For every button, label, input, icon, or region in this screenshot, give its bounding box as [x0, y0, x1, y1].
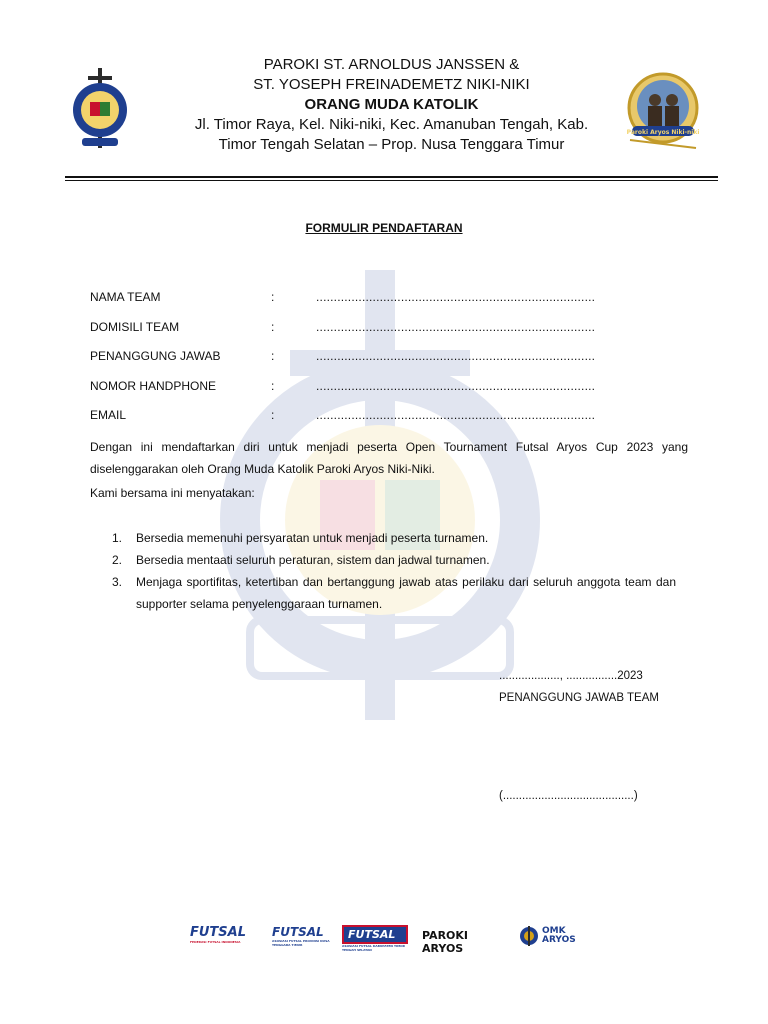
list-text: Bersedia memenuhi persyaratan untuk menjadi peserta turnamen.	[136, 531, 489, 545]
futsal-logo-2	[272, 925, 334, 947]
field-label: EMAIL	[90, 408, 127, 422]
field-colon: :	[271, 408, 275, 422]
futsal-logo-2-text: FUTSAL	[272, 925, 324, 939]
header-address-1: Jl. Timor Raya, Kel. Niki-niki, Kec. Amanuban Tengah, Kab.	[194, 116, 589, 133]
list-text: Menjaga sportifitas, ketertiban dan bertanggung jawab atas perilaku dari seluruh anggota team dan supporter selama penyelenggaraan turnamen.	[136, 575, 676, 611]
field-label: PENANGGUNG JAWAB	[90, 349, 221, 363]
signature-role: PENANGGUNG JAWAB TEAM	[499, 692, 659, 704]
signature-name-line[interactable]: (.........................................)	[499, 790, 638, 802]
omk-badge-icon	[518, 925, 540, 947]
field-colon: :	[271, 379, 275, 393]
field-fill-line[interactable]: ...............................................................................	[316, 379, 596, 393]
list-item	[112, 549, 676, 571]
list-item	[112, 527, 676, 549]
omk-aryos-logo: OMK ARYOS	[542, 926, 576, 945]
field-colon: :	[271, 349, 275, 363]
futsal-logo-3-text: FUTSAL	[342, 925, 408, 944]
field-colon: :	[271, 320, 275, 334]
field-fill-line[interactable]: ...............................................................................	[316, 349, 596, 363]
futsal-logo-3	[342, 925, 408, 952]
field-label: NAMA TEAM	[90, 290, 161, 304]
paroki-aryos-logo: PAROKI ARYOS	[422, 929, 469, 955]
header-org-name: ORANG MUDA KATOLIK	[304, 96, 479, 113]
field-fill-line[interactable]: ...............................................................................	[316, 320, 596, 334]
header-divider-thin	[65, 180, 718, 181]
header-divider-thick	[65, 176, 718, 178]
registration-paragraph: Dengan ini mendaftarkan diri untuk menjadi peserta Open Tournament Futsal Aryos Cup 2023 yang diselenggarakan oleh Orang Muda Katolik Paroki Aryos Niki-Niki.	[90, 440, 688, 476]
svg-text:Paroki Aryos Niki-niki: Paroki Aryos Niki-niki	[626, 129, 700, 136]
statement-list	[112, 527, 676, 615]
list-item	[112, 571, 676, 615]
futsal-logo-3-sub: ASOSIASI FUTSAL KABUPATEN TIMOR TENGAH SELATAN	[342, 944, 405, 952]
futsal-logo-1	[190, 925, 266, 944]
header-line-2: ST. YOSEPH FREINADEMETZ NIKI-NIKI	[253, 76, 530, 93]
header-line-1: PAROKI ST. ARNOLDUS JANSSEN &	[263, 56, 520, 73]
list-number: 3.	[112, 575, 123, 589]
futsal-logo-1-sub: FEDERASI FUTSAL INDONESIA	[190, 940, 241, 944]
field-colon: :	[271, 290, 275, 304]
form-title: FORMULIR PENDAFTARAN	[305, 221, 463, 235]
field-label: DOMISILI TEAM	[90, 320, 180, 334]
field-fill-line[interactable]: ...............................................................................	[316, 408, 596, 422]
list-number: 1.	[112, 531, 123, 545]
futsal-logo-1-text: FUTSAL	[190, 925, 247, 940]
statement-intro: Kami bersama ini menyatakan:	[90, 486, 255, 500]
letterhead	[0, 55, 768, 155]
list-number: 2.	[112, 553, 123, 567]
futsal-logo-2-sub: ASOSIASI FUTSAL PROVINSI NUSA TENGGARA TIMUR	[272, 939, 330, 947]
field-fill-line[interactable]: ...............................................................................	[316, 290, 596, 304]
list-text: Bersedia mentaati seluruh peraturan, sistem dan jadwal turnamen.	[136, 553, 490, 567]
signature-date[interactable]: ..................., ................2023	[499, 670, 643, 682]
header-address-2: Timor Tengah Selatan – Prop. Nusa Tenggara Timur	[218, 136, 565, 153]
field-label: NOMOR HANDPHONE	[90, 379, 217, 393]
